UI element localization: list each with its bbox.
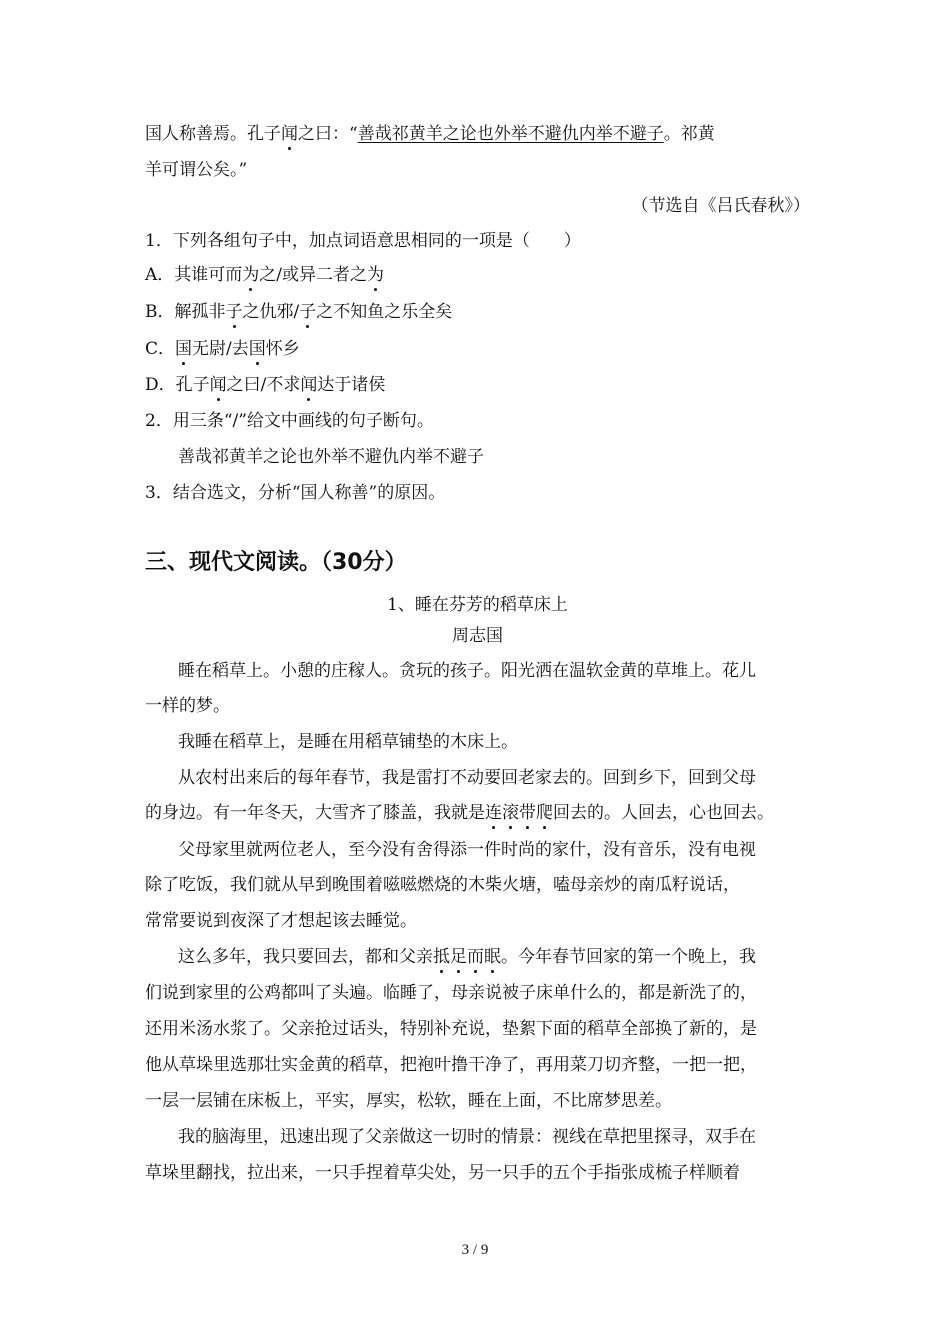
article-author: 周志国 — [452, 626, 503, 646]
emphasis-char: 连 — [485, 803, 502, 823]
article-line: 这么多年，我只要回去，都和父亲抵足而眠。今年春节回家的第一个晚上，我 — [178, 947, 756, 967]
emphasis-char: 眠 — [484, 947, 501, 967]
emphasis-char: 闻 — [209, 375, 227, 395]
page-number: 3 / 9 — [461, 1242, 489, 1258]
article-line: 草垛里翻找，拉出来，一只手捏着草尖处，另一只手的五个手指张成梳子样顺着 — [145, 1163, 740, 1183]
article-line: 一层一层铺在床板上，平实，厚实，松软，睡在上面，不比席梦思差。 — [145, 1091, 672, 1111]
question-1: 1．下列各组句子中，加点词语意思相同的一项是（ ） — [145, 231, 581, 251]
article-line: 常常要说到夜深了才想起该去睡觉。 — [145, 911, 417, 931]
question-2-sentence: 善哉祁黄羊之论也外举不避仇内举不避子 — [178, 447, 484, 467]
article-line: 的身边。有一年冬天，大雪齐了膝盖，我就是连滚带爬回去的。人回去，心也回去。 — [145, 803, 774, 823]
emphasis-char: 带 — [519, 803, 536, 823]
passage-line: 国人称善焉。孔子闻之曰：“善哉祁黄羊之论也外举不避仇内举不避子。祁黄 — [145, 124, 715, 144]
article-line: 除了吃饭，我们就从早到晚围着嗞嗞燃烧的木柴火塘，嗑母亲炒的南瓜籽说话， — [145, 875, 740, 895]
article-line: 们说到家里的公鸡都叫了头遍。临睡了，母亲说被子床单什么的，都是新洗了的， — [145, 983, 757, 1003]
emphasis-char: 爬 — [536, 803, 553, 823]
source-citation: （节选自《吕氏春秋》） — [631, 196, 810, 216]
emphasis-char: 为 — [367, 265, 385, 285]
underlined-sentence: 善哉祁黄羊之论也外举不避仇内举不避子 — [357, 124, 664, 144]
emphasis-char: 为 — [242, 265, 260, 285]
emphasis-char: 子 — [225, 302, 243, 322]
article-line: 我睡在稻草上，是睡在用稻草铺垫的木床上。 — [178, 732, 518, 752]
emphasis-char: 子 — [299, 302, 317, 322]
emphasis-char: 足 — [450, 947, 467, 967]
emphasis-char: 而 — [467, 947, 484, 967]
article-line: 从农村出来后的每年春节，我是雷打不动要回老家去的。回到乡下，回到父母 — [178, 768, 756, 788]
question-3: 3．结合选文，分析“国人称善”的原因。 — [145, 483, 446, 503]
emphasis-char: 滚 — [502, 803, 519, 823]
emphasis-char: 闻 — [281, 124, 298, 144]
article-line: 还用米汤水浆了。父亲抢过话头，特别补充说，垫絮下面的稻草全部换了新的，是 — [145, 1019, 757, 1039]
option-c: C．国无尉/去国怀乡 — [145, 339, 300, 359]
article-line: 睡在稻草上。小憩的庄稼人。贪玩的孩子。阳光洒在温软金黄的草堆上。花儿 — [178, 661, 756, 681]
emphasis-char: 抵 — [433, 947, 450, 967]
emphasis-char: 闻 — [300, 375, 318, 395]
emphasis-char: 国 — [175, 339, 193, 359]
option-b: B．解孤非子之仇邪/子之不知鱼之乐全矣 — [145, 302, 453, 322]
passage-line: 羊可谓公矣。” — [145, 160, 248, 180]
option-a: A．其谁可而为之/或异二者之为 — [145, 265, 385, 285]
article-line: 他从草垛里选那壮实金黄的稻草，把袍叶撸干净了，再用菜刀切齐整，一把一把， — [145, 1055, 757, 1075]
section-heading: 三、现代文阅读。（30分） — [145, 550, 407, 575]
emphasis-char: 国 — [248, 339, 266, 359]
article-title: 1、睡在芬芳的稻草床上 — [387, 595, 568, 615]
article-line: 父母家里就两位老人，至今没有舍得添一件时尚的家什，没有音乐，没有电视 — [178, 840, 756, 860]
option-d: D．孔子闻之曰/不求闻达于诸侯 — [145, 375, 386, 395]
article-line: 我的脑海里，迅速出现了父亲做这一切时的情景：视线在草把里探寻，双手在 — [178, 1127, 756, 1147]
question-2: 2．用三条“/”给文中画线的句子断句。 — [145, 411, 434, 431]
article-line: 一样的梦。 — [145, 696, 230, 716]
